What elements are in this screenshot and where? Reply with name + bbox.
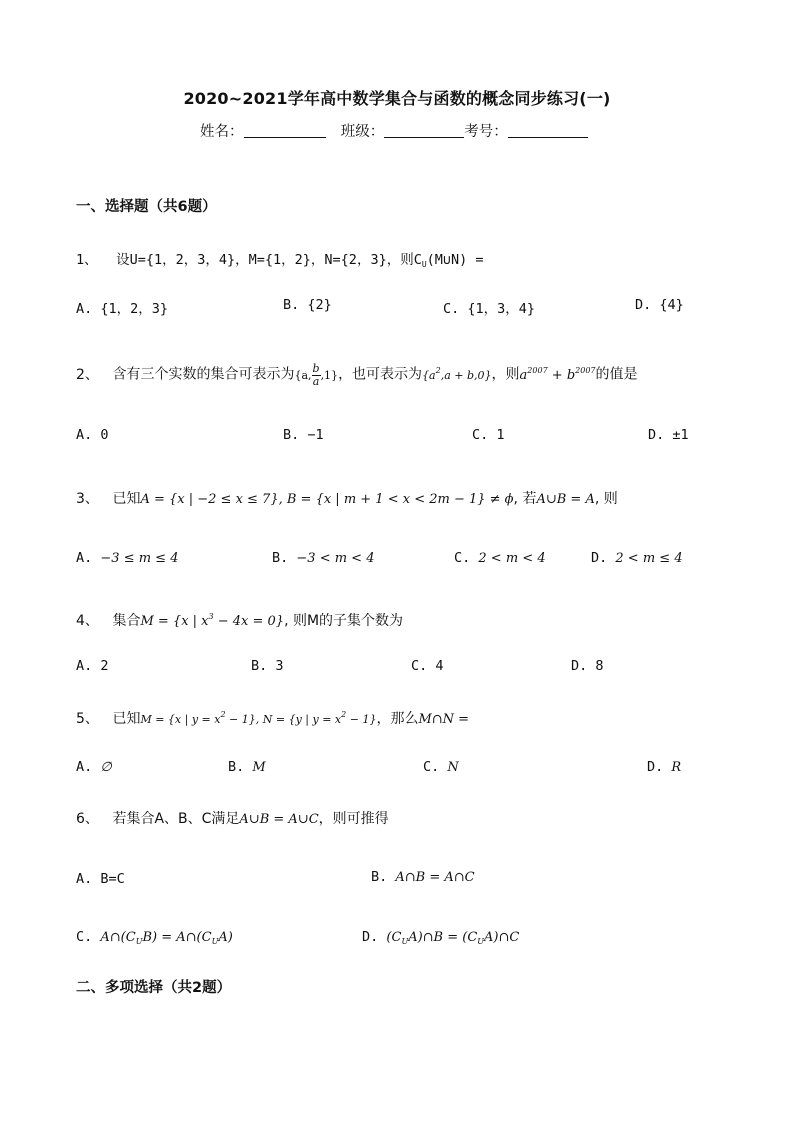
option-math: R <box>671 760 682 775</box>
q5-option-a[interactable] <box>76 759 112 775</box>
question-5 <box>76 708 469 728</box>
question-stem: 设U={1，2，3，4}，M={1，2}，N={2，3}，则C <box>116 252 422 268</box>
option-label: C. <box>423 759 440 775</box>
subscript: U <box>401 937 409 946</box>
q4-option-c[interactable]: C. 4 <box>411 658 444 674</box>
question-6 <box>76 808 389 828</box>
math-part: A∩(C <box>100 930 136 945</box>
option-label: B. <box>272 550 289 566</box>
option-math: M <box>252 760 266 775</box>
q3-option-d[interactable] <box>591 550 683 566</box>
set-expression-1 <box>294 362 339 388</box>
option-label: B. <box>228 759 245 775</box>
intersection-expression: M∩N = <box>418 712 470 727</box>
question-stem-then: ，则 <box>491 366 520 383</box>
union-equation: A∪B = A∪C <box>239 812 319 827</box>
question-stem: 已知 <box>112 711 141 727</box>
q6-option-b[interactable] <box>371 869 475 885</box>
q1-option-c[interactable]: C. {1，3，4} <box>443 301 536 317</box>
set-definition <box>140 614 284 629</box>
q6-option-c[interactable] <box>76 929 233 946</box>
union-condition: A∪B = A <box>536 492 595 507</box>
power-expression <box>519 365 596 383</box>
q4-option-a[interactable]: A. 2 <box>76 658 109 674</box>
q1-option-b[interactable]: B. {2} <box>283 297 332 313</box>
exponent: 2 <box>341 710 347 719</box>
option-label: A. <box>76 871 93 887</box>
set-part: ,1} <box>320 368 339 382</box>
subscript: U <box>135 937 143 946</box>
exponent: 2 <box>435 365 441 375</box>
q5-option-b[interactable] <box>228 759 266 775</box>
q4-option-b[interactable]: B. 3 <box>251 658 284 674</box>
set-part: ,a + b,0} <box>440 368 492 382</box>
q4-option-d[interactable]: D. 8 <box>571 658 604 674</box>
option-label: A. <box>76 759 93 775</box>
option-math: ∅ <box>100 760 112 775</box>
option-math: 2 < m ≤ 4 <box>615 551 683 566</box>
q6-option-a[interactable] <box>76 871 125 887</box>
option-math: −3 < m < 4 <box>296 551 375 566</box>
set-part: {a, <box>294 368 312 382</box>
exam-no-blank[interactable] <box>508 123 588 138</box>
q2-option-b[interactable]: B. −1 <box>283 427 324 443</box>
exponent: 3 <box>208 612 214 621</box>
option-math: −3 ≤ m ≤ 4 <box>100 551 179 566</box>
expr-part: + b <box>547 367 576 383</box>
question-stem-tail: , 则 <box>594 491 618 507</box>
option-label: D. <box>647 759 664 775</box>
question-stem: 集合 <box>112 613 141 629</box>
question-stem-mid: ，也可表示为 <box>338 366 423 383</box>
fraction-numerator: b <box>312 362 320 375</box>
q2-option-d[interactable]: D. ±1 <box>648 427 689 443</box>
question-number: 4、 <box>76 613 99 629</box>
q1-option-d[interactable]: D. {4} <box>635 297 684 313</box>
class-label: 班级： <box>340 124 385 140</box>
set-part: {a <box>422 368 436 382</box>
exponent: 2 <box>220 710 226 719</box>
q3-option-c[interactable] <box>454 550 546 566</box>
q5-option-d[interactable] <box>647 759 681 775</box>
question-4 <box>76 610 403 630</box>
q3-option-a[interactable] <box>76 550 178 566</box>
option-math: N <box>447 760 459 775</box>
math-part: A)∩C <box>484 930 520 945</box>
name-blank[interactable] <box>244 123 326 138</box>
section-heading-choice: 一、选择题（共6题） <box>76 199 217 215</box>
subscript: U <box>211 937 219 946</box>
question-stem: 若集合A、B、C满足 <box>112 811 240 827</box>
option-text: B=C <box>100 871 125 887</box>
math-part: (C <box>386 930 402 945</box>
exponent: 2007 <box>527 365 548 375</box>
question-2 <box>76 363 638 388</box>
option-label: C. <box>454 550 471 566</box>
math-part: A)∩B = (C <box>408 930 478 945</box>
exponent: 2007 <box>575 365 596 375</box>
page-title: 2020~2021学年高中数学集合与函数的概念同步练习(一) <box>183 89 611 108</box>
question-stem: 已知 <box>112 491 141 507</box>
q1-option-a[interactable]: A. {1，2，3} <box>76 301 169 317</box>
question-number: 3、 <box>76 491 99 507</box>
question-stem-mid: , 若 <box>513 491 537 507</box>
expr-part: a <box>519 367 528 383</box>
math-part: A) <box>218 930 233 945</box>
section-heading-multi: 二、多项选择（共2题） <box>76 980 232 996</box>
set-definition <box>140 710 377 726</box>
option-label: D. <box>362 929 379 945</box>
option-math: 2 < m < 4 <box>478 551 546 566</box>
subscript: U <box>477 937 485 946</box>
math-part: M = {x | y = x <box>140 713 221 726</box>
set-definition: A = {x | −2 ≤ x ≤ 7}, B = {x | m + 1 < x < 2m − 1} ≠ ϕ <box>140 492 514 507</box>
question-stem: 含有三个实数的集合可表示为 <box>112 366 295 383</box>
math-part: − 1} <box>346 713 377 726</box>
option-math <box>386 930 519 945</box>
q6-option-d[interactable] <box>362 929 519 946</box>
class-blank[interactable] <box>384 123 464 138</box>
subscript: U <box>421 260 427 269</box>
fraction <box>312 363 321 388</box>
q3-option-b[interactable] <box>272 550 374 566</box>
set-expression-2 <box>422 365 492 382</box>
question-number: 6、 <box>76 811 99 827</box>
option-label: A. <box>76 550 93 566</box>
question-1 <box>76 248 484 269</box>
math-part: − 4x = 0} <box>213 614 285 629</box>
student-info-line <box>200 120 588 141</box>
question-stem-tail: 的值是 <box>595 366 638 383</box>
q5-option-c[interactable] <box>423 759 459 775</box>
option-math <box>100 930 232 945</box>
question-3 <box>76 488 618 508</box>
math-part: B) = A∩(C <box>142 930 212 945</box>
question-number: 2、 <box>76 366 99 383</box>
question-number: 1、 <box>76 252 98 268</box>
question-stem-tail: (M∪N) = <box>426 252 484 268</box>
fraction-denominator: a <box>312 375 320 388</box>
question-stem-mid: ，那么 <box>376 711 419 727</box>
option-label: D. <box>591 550 608 566</box>
math-part: M = {x | x <box>140 614 209 629</box>
q2-option-a[interactable]: A. 0 <box>76 427 109 443</box>
exam-no-label: 考号： <box>464 124 508 140</box>
option-label: B. <box>371 869 388 885</box>
question-stem-tail: ，则可推得 <box>318 811 389 827</box>
question-stem-tail: , 则M的子集个数为 <box>284 613 404 629</box>
option-label: C. <box>76 929 93 945</box>
name-label: 姓名： <box>200 124 244 140</box>
question-number: 5、 <box>76 711 99 727</box>
q2-option-c[interactable]: C. 1 <box>472 427 505 443</box>
option-math: A∩B = A∩C <box>395 870 475 885</box>
math-part: − 1}, N = {y | y = x <box>225 713 342 726</box>
